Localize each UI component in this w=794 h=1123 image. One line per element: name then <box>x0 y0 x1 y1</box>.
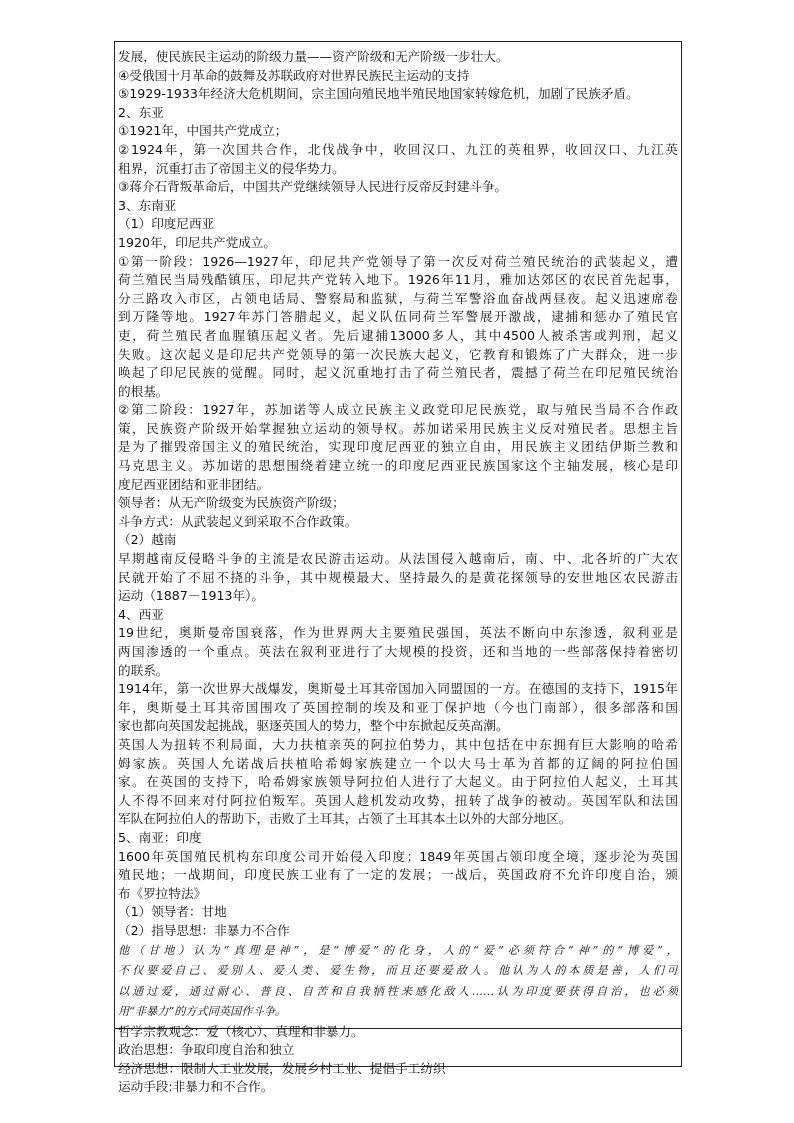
text-line: 策，民族资产阶级开始掌握独立运动的领导权。苏加诺采用民族主义反对殖民者。思想主旨 <box>118 420 678 436</box>
text-line: 19世纪，奥斯曼帝国衰落，作为世界两大主要殖民强国，英法不断向中东渗透，叙利亚是 <box>118 625 678 641</box>
text-line: 到万隆等地。1927年苏门答腊起义，起义队伍同荷兰军警展开激战，逮捕和惩办了殖民官 <box>118 309 678 325</box>
text-line: 5、南亚：印度 <box>118 829 202 845</box>
text-line: 分三路攻入市区，占领电话局、警察局和监狱，与荷兰军警浴血奋战两昼夜。起义迅速席卷 <box>118 290 678 306</box>
text-line: 斗争方式：从武装起义到采取不合作政策。 <box>118 513 358 529</box>
text-line: 的联系。 <box>118 662 169 678</box>
text-line: （2）越南 <box>118 532 177 548</box>
text-line: 吏，荷兰殖民者血腥镇压起义者。先后逮捕13000多人，其中4500人被杀害或判刑，起义 <box>118 327 678 343</box>
text-line: 家也都向英国发起挑战，驱逐英国人的势力，整个中东掀起反英高潮。 <box>118 718 509 734</box>
text-line: 两国渗透的一个重点。英法在叙利亚进行了大规模的投资，还和当地的一些部落保持着密切 <box>118 644 678 659</box>
text-line: 经济思想：限制大工业发展，发展乡村工业、提倡手工纺织 <box>118 1060 446 1076</box>
text-line: 殖民地；一战期间，印度民族工业有了一定的发展；一战后，英国政府不允许印度自治，颁 <box>118 867 678 883</box>
text-line: 民就开始了不屈不挠的斗争，其中规模最大、坚持最久的是黄花探领导的安世地区农民游击 <box>118 569 678 585</box>
text-line: 唤起了印尼民族的觉醒。同时，起义沉重地打击了荷兰殖民者，震撼了荷兰在印尼殖民统治 <box>118 365 678 381</box>
text-line: 度尼西亚团结和亚非团结。 <box>118 476 270 492</box>
text-line: 1914年，第一次世界大战爆发，奥斯曼土耳其帝国加入同盟国的一方。在德国的支持下，1915年 <box>118 681 678 697</box>
text-line: 是为了摧毁帝国主义的殖民统治，实现印度尼西亚的独立自由，用民族主义团结伊斯兰教和 <box>118 439 678 455</box>
text-line: 人不得不回来对付阿拉伯叛军。英国人趁机发动攻势，扭转了战争的被动。英国军队和法国 <box>118 792 678 808</box>
text-line: 姆家族。英国人允诺战后扶植哈希姆家族建立一个以大马士革为首都的辽阔的阿拉伯国 <box>118 755 678 771</box>
text-line: 1600年英国殖民机构东印度公司开始侵入印度；1849年英国占领印度全境，逐步沦为英国 <box>118 848 678 864</box>
text-line: 失败。这次起义是印尼共产党领导的第一次民族大起义，它教育和锻炼了广大群众，进一步 <box>118 346 678 362</box>
text-line: 1920年，印尼共产党成立。 <box>118 234 276 250</box>
text-line: ④受俄国十月革命的鼓舞及苏联政府对世界民族民主运动的支持 <box>118 67 470 83</box>
text-line: 不仅要爱自己、爱别人、爱人类、爱生物，而且还要爱敌人。他认为人的本质是善，人们可 <box>118 964 678 977</box>
text-line: 用“非暴力”的方式同英国作斗争。 <box>118 1005 287 1018</box>
text-line: （1）领导者：甘地 <box>118 904 227 920</box>
text-line: 运动手段:非暴力和不合作。 <box>118 1079 274 1095</box>
text-line: ⑤1929-1933年经济大危机期间，宗主国向殖民地半殖民地国家转嫁危机，加剧了民族矛盾。 <box>118 86 639 102</box>
text-line: ②1924年，第一次国共合作，北伐战争中，收回汉口、九江的英租界，收回汉口、九江英 <box>118 141 678 157</box>
text-line: 运动（1887－1913年）。 <box>118 588 264 604</box>
text-line: 发展，使民族民主运动的阶级力量——资产阶级和无产阶级一步壮大。 <box>118 49 509 64</box>
text-line: ③蒋介石背叛革命后，中国共产党继续领导人民进行反帝反封建斗争。 <box>118 179 508 195</box>
text-line: 年，奥斯曼土耳其帝国围攻了英国控制的埃及和亚丁保护地（今也门南部），很多部落和国 <box>118 699 678 715</box>
text-line: ②第二阶段：1927年，苏加诺等人成立民族主义政党印尼民族党，取与殖民当局不合作政 <box>118 402 678 418</box>
text-line: 3、东南亚 <box>118 197 177 213</box>
text-line: 4、西亚 <box>118 606 164 622</box>
text-line: （1）印度尼西亚 <box>118 216 215 232</box>
text-line: 租界，沉重打击了帝国主义的侵华势力。 <box>118 160 345 176</box>
text-line: 哲学宗教观念：爱（核心）、真理和非暴力。 <box>118 1023 364 1039</box>
text-line: 以通过爱，通过耐心、普良、自苦和自我牺牲来感化敌人……认为印度要获得自治，也必须 <box>118 984 678 998</box>
text-line: 政治思想：争取印度自治和独立 <box>118 1042 295 1058</box>
text-line: 的根基。 <box>118 383 169 399</box>
text-line: 家。在英国的支持下，哈希姆家族领导阿拉伯人进行了大起义。由于阿拉伯人起义，土耳其 <box>118 774 678 790</box>
text-line: 马克思主义。苏加诺的思想围绕着建立统一的印度尼西亚民族国家这个主轴发展，核心是印 <box>118 458 678 474</box>
text-line: 他（甘地）认为“真理是神”，是“博爱”的化身，人的“爱”必须符合“神”的“博爱”， <box>118 943 678 957</box>
document-body <box>118 48 678 1097</box>
text-line: （2）指导思想：非暴力不合作 <box>118 922 290 938</box>
text-line: 英国人为扭转不利局面，大力扶植亲英的阿拉伯势力，其中包括在中东拥有巨大影响的哈希 <box>118 736 678 752</box>
text-line: ①1921年，中国共产党成立； <box>118 123 288 139</box>
text-line: 荷兰殖民当局残酷镇压，印尼共产党转入地下。1926年11月，雅加达郊区的农民首先起事， <box>118 272 678 288</box>
text-line: 军队在阿拉伯人的帮助下，击败了土耳其，占领了土耳其本土以外的大部分地区。 <box>118 811 572 827</box>
text-line: 早期越南反侵略斗争的主流是农民游击运动。从法国侵入越南后，南、中、北各圻的广大农 <box>118 551 678 567</box>
text-line: ①第一阶段：1926—1927年，印尼共产党领导了第一次反对荷兰殖民统治的武装起义，遭 <box>118 253 678 269</box>
text-line: 领导者：从无产阶级变为民族资产阶级； <box>118 495 345 511</box>
text-line: 布《罗拉特法》 <box>118 885 207 901</box>
text-line: 2、东亚 <box>118 104 164 120</box>
